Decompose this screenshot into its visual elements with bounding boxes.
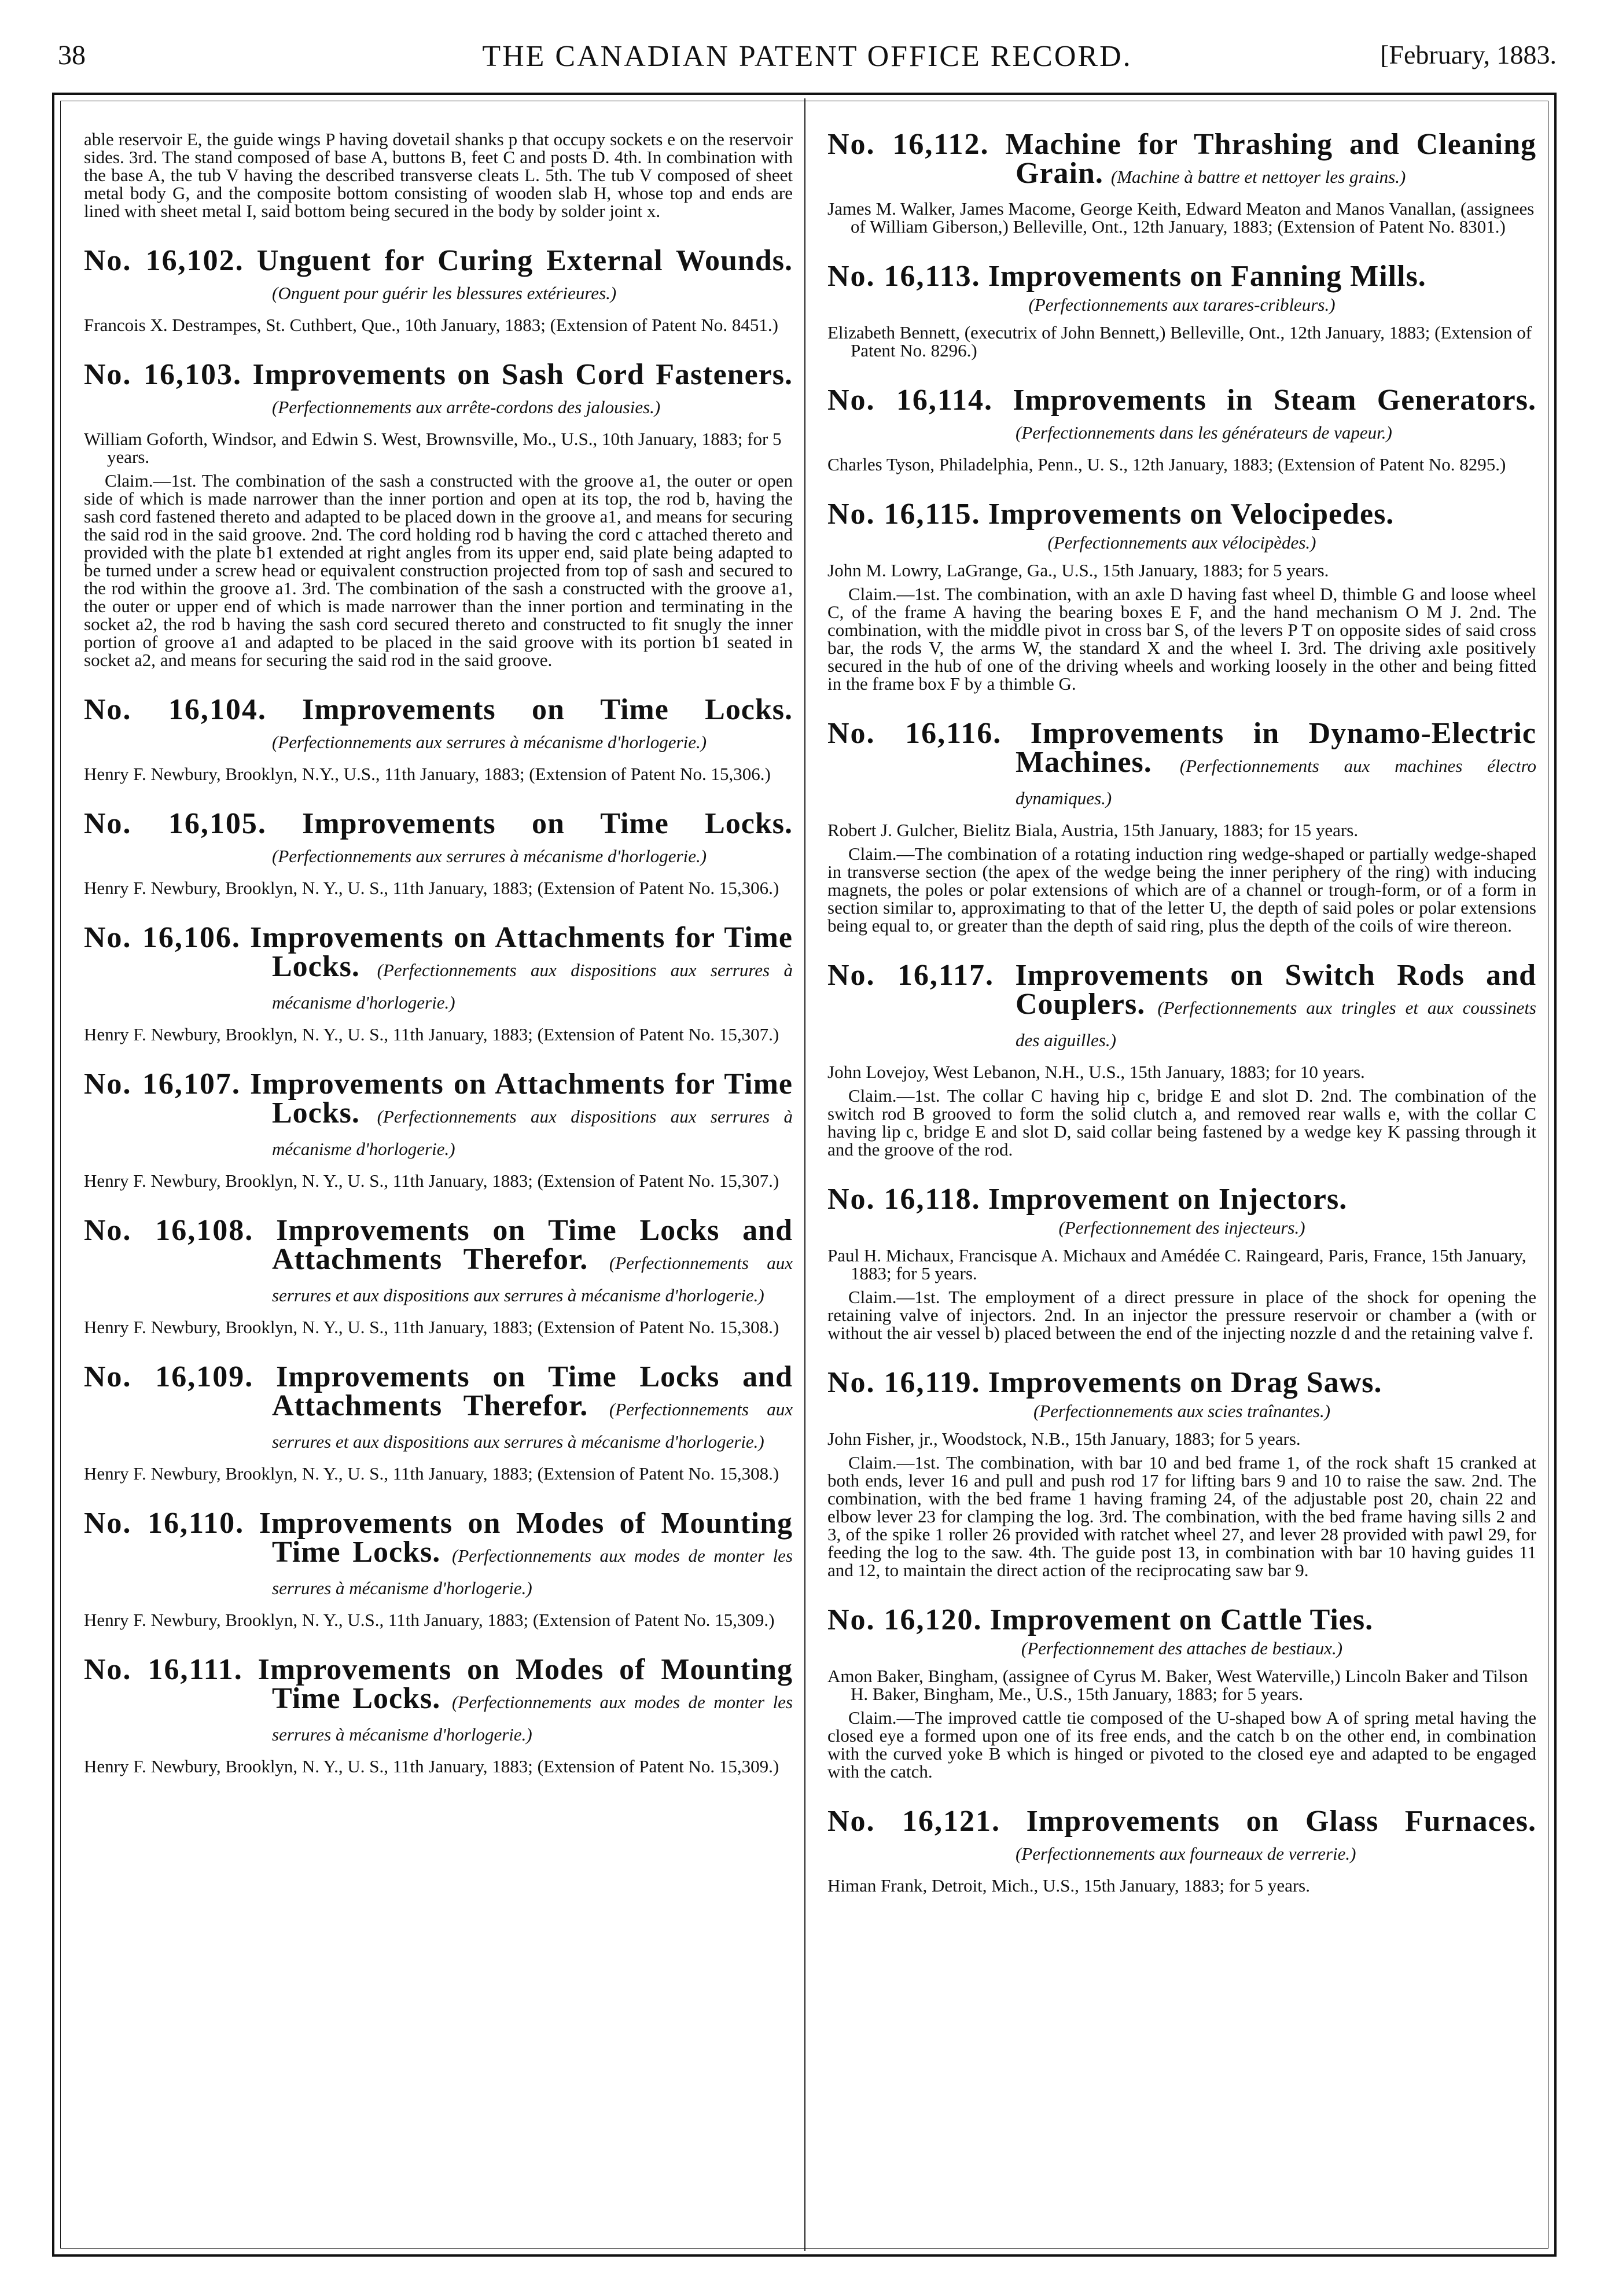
patent-number: No. 16,117. <box>827 959 995 992</box>
patent-entry-16120 <box>827 1603 1536 1782</box>
claim-text: Claim.—1st. The combination, with bar 10 and bed frame 1, of the rock shaft 15 cranked at both ends, lever 16 and pull and push rod 17 for lifting bars 9 and 10 to raise the saw. 2nd. The combination, with the bed frame 1 having framing 24, of the adjustable post 20, chain 22 and elbow lever 23 for clamping the log. 3rd. The combination, with the bed frame having sills 2 and 3, of the spike 1 roller 26 provided with ratchet wheel 27, and lever 28 provided with pawl 29, for feeding the log to the saw. 4th. The guide post 13, in combination with bar 10 having guides 11 and 12, to maintain the direct action of the reciprocating saw bar 9. <box>827 1452 1536 1580</box>
applicant-line: John Lovejoy, West Lebanon, N.H., U.S., 15th January, 1883; for 10 years. <box>827 1062 1365 1082</box>
patent-title: Improvements on Velocipedes. <box>988 498 1395 531</box>
claim-text: Claim.—The improved cattle tie composed of the U-shaped bow A of spring metal having the closed eye a formed upon one of its free ends, and the catch b on the other end, in combination with the curved yoke B which is hinged or pivoted to the closed eye and adapted to be engaged with the catch. <box>827 1708 1536 1782</box>
french-title: (Perfectionnements aux modes de monter les serrures à mécanisme d'horlogerie.) <box>272 1692 793 1745</box>
patent-title: Improvements on Attachments for Time Locks. <box>250 1068 793 1129</box>
patent-entry-16115 <box>827 500 1536 693</box>
patent-entry-16105 <box>84 807 793 898</box>
patent-entry-16119 <box>827 1368 1536 1579</box>
claim-text: Claim.—1st. The combination, with an axle D having fast wheel D, thimble G and loose wheel C, of the frame A having the bearing boxes E F, and the hand mechanism O M J. 2nd. The combination, with the middle pivot in cross bar S, of the levers P T on opposite sides of said cross bar, the rods V, the arms W, the standard X and the wheel I. 3rd. The driving axle positively secured in the hub of one of the driving wheels and working loosely in the other and being fitted in the frame box F by a thimble G. <box>827 584 1536 694</box>
patent-entry-16112 <box>827 130 1536 236</box>
continued-claim-text: able reservoir E, the guide wings P having dovetail shanks p that occupy sockets e on the reservoir sides. 3rd. The stand composed of base A, buttons B, feet C and posts D. 4th. In combination with the base A, the tub V having the described transverse cleats L. 5th. The tub V composed of sheet metal body G, and the composite bottom consisting of wooden slab H, whose top and ends are lined with sheet metal I, said bottom being secured in the body by solder joint x. <box>84 129 793 221</box>
running-head <box>58 35 1557 75</box>
patent-number: No. 16,110. <box>84 1507 245 1540</box>
applicant-line: Henry F. Newbury, Brooklyn, N. Y., U. S., 11th January, 1883; (Extension of Patent No. 15,308.) <box>84 1317 779 1337</box>
french-title: (Perfectionnements aux dispositions aux serrures à mécanisme d'horlogerie.) <box>272 1106 793 1159</box>
applicant-line: Francois X. Destrampes, St. Cuthbert, Que., 10th January, 1883; (Extension of Patent No. 8451.) <box>84 315 778 335</box>
patent-title: Improvements on Switch Rods and Couplers. <box>1015 959 1536 1021</box>
patent-entry-16109 <box>84 1360 793 1484</box>
patent-entry-16114 <box>827 386 1536 473</box>
entry-heading <box>84 1655 793 1749</box>
patent-entry-16110 <box>84 1509 793 1629</box>
french-title: (Perfectionnements aux arrête-cordons des jalousies.) <box>272 397 661 417</box>
french-title: (Perfectionnements aux scies traînantes.) <box>1033 1401 1331 1421</box>
french-title: (Perfectionnements aux serrures et aux dispositions aux serrures à mécanisme d'horlogerie.) <box>272 1253 793 1305</box>
applicant-line: William Goforth, Windsor, and Edwin S. West, Brownsville, Mo., U.S., 10th January, 1883; for 5 years. <box>84 429 782 467</box>
patent-number: No. 16,108. <box>84 1214 254 1247</box>
column-divider <box>804 98 805 2251</box>
patent-number: No. 16,105. <box>84 807 267 840</box>
patent-number: No. 16,104. <box>84 693 267 726</box>
patent-title: Improvements on Time Locks and Attachments Therefor. <box>272 1214 793 1276</box>
french-title: (Perfectionnement des injecteurs.) <box>1058 1217 1305 1238</box>
patent-entry-16111 <box>84 1655 793 1775</box>
patent-title: Improvements on Sash Cord Fasteners. <box>252 358 793 391</box>
entry-heading <box>84 1216 793 1310</box>
applicant-line: John Fisher, jr., Woodstock, N.B., 15th January, 1883; for 5 years. <box>827 1429 1301 1449</box>
entry-heading <box>84 246 793 308</box>
entry-heading <box>827 262 1536 291</box>
patent-title: Improvements on Time Locks. <box>302 807 793 840</box>
patent-number: No. 16,115. <box>827 498 981 531</box>
entry-heading <box>827 130 1536 192</box>
patent-entry-16104 <box>84 693 793 784</box>
patent-title: Improvements in Dynamo-Electric Machines. <box>1016 717 1536 779</box>
applicant-line: Henry F. Newbury, Brooklyn, N. Y., U. S., 11th January, 1883; (Extension of Patent No. 15,306.) <box>84 878 779 898</box>
issue-date: [February, 1883. <box>1380 40 1557 69</box>
left-column <box>84 130 793 1775</box>
patent-title: Machine for Thrashing and Cleaning Grain. <box>1005 128 1537 190</box>
french-title: (Perfectionnements aux fourneaux de verrerie.) <box>1016 1844 1356 1864</box>
french-title: (Perfectionnements aux dispositions aux serrures à mécanisme d'horlogerie.) <box>272 960 793 1013</box>
applicant-line: Robert J. Gulcher, Bielitz Biala, Austria, 15th January, 1883; for 15 years. <box>827 820 1359 840</box>
entry-heading <box>827 961 1536 1055</box>
entry-heading <box>84 693 793 757</box>
patent-title: Improvements on Time Locks and Attachments Therefor. <box>272 1360 793 1422</box>
french-title: (Perfectionnements aux modes de monter les serrures à mécanisme d'horlogerie.) <box>272 1546 793 1598</box>
entry-heading <box>84 360 793 422</box>
publication-title: THE CANADIAN PATENT OFFICE RECORD. <box>482 40 1132 73</box>
applicant-line: Henry F. Newbury, Brooklyn, N. Y., U.S., 11th January, 1883; (Extension of Patent No. 15,309.) <box>84 1610 775 1630</box>
french-title: (Perfectionnements aux serrures et aux dispositions aux serrures à mécanisme d'horlogerie.) <box>272 1399 793 1452</box>
entry-heading <box>84 923 793 1017</box>
entry-heading <box>827 386 1536 447</box>
claim-text: Claim.—The combination of a rotating induction ring wedge-shaped or partially wedge-shaped in transverse section (the apex of the wedge being the inner periphery of the ring) with inducing magnets, the poles or polar extensions of which are of a channel or trough-form, or of a form in section similar to, approximating to that of the letter U, the depth of said poles or polar extensions being equal to, or greater than the depth of said ring, plus the depth of the coils of wire thereon. <box>827 844 1536 936</box>
patent-number: No. 16,113. <box>827 260 981 293</box>
patent-number: No. 16,111. <box>84 1653 243 1686</box>
patent-title: Improvements on Glass Furnaces. <box>1026 1805 1536 1838</box>
patent-entry-16108 <box>84 1216 793 1336</box>
patent-title: Improvements on Modes of Mounting Time Locks. <box>257 1653 793 1715</box>
right-column <box>827 130 1536 1894</box>
french-title: (Perfectionnements aux tringles et aux coussinets des aiguilles.) <box>1016 998 1536 1050</box>
applicant-line: Paul H. Michaux, Francisque A. Michaux and Amédée C. Raingeard, Paris, France, 15th January, 1883; for 5 years. <box>827 1245 1526 1283</box>
french-title: (Perfectionnements aux machines électro dynamiques.) <box>1016 756 1537 808</box>
patent-number: No. 16,107. <box>84 1068 241 1101</box>
patent-number: No. 16,118. <box>827 1183 981 1216</box>
applicant-line: Amon Baker, Bingham, (assignee of Cyrus M. Baker, West Waterville,) Lincoln Baker and Tilson H. Baker, Bingham, Me., U.S., 15th January, 1883; for 5 years. <box>827 1666 1528 1704</box>
entry-heading <box>827 719 1536 813</box>
patent-number: No. 16,112. <box>827 128 989 161</box>
patent-entry-16103 <box>84 360 793 669</box>
patent-number: No. 16,103. <box>84 358 242 391</box>
french-title: (Perfectionnement des attaches de bestiaux.) <box>1021 1638 1343 1658</box>
patent-number: No. 16,116. <box>827 717 1002 750</box>
patent-entry-16113 <box>827 262 1536 359</box>
patent-entry-16116 <box>827 719 1536 934</box>
applicant-line: Henry F. Newbury, Brooklyn, N. Y., U. S., 11th January, 1883; (Extension of Patent No. 15,309.) <box>84 1756 779 1776</box>
page-number: 38 <box>58 40 86 71</box>
entry-heading <box>84 1070 793 1164</box>
applicant-line: Henry F. Newbury, Brooklyn, N.Y., U.S., 11th January, 1883; (Extension of Patent No. 15,306.) <box>84 764 771 784</box>
applicant-line: John M. Lowry, LaGrange, Ga., U.S., 15th January, 1883; for 5 years. <box>827 560 1329 580</box>
claim-text: Claim.—1st. The employment of a direct pressure in place of the shock for opening the retaining valve of injectors. 2nd. In an injector the pressure reservoir or chamber a (with or without the air vessel b) placed between the end of the injecting nozzle d and the retaining valve f. <box>827 1287 1536 1343</box>
french-title: (Perfectionnements aux vélocipèdes.) <box>1047 532 1316 553</box>
patent-entry-16118 <box>827 1185 1536 1342</box>
patent-title: Improvements in Steam Generators. <box>1013 384 1536 417</box>
patent-number: No. 16,106. <box>84 921 241 954</box>
entry-heading <box>827 500 1536 529</box>
patent-entry-16102 <box>84 246 793 334</box>
entry-heading <box>84 807 793 871</box>
claim-text: Claim.—1st. The collar C having hip c, bridge E and slot D. 2nd. The combination of the switch rod B grooved to form the solid clutch a, and removed rear walls e, with the collar C having lip c, bridge E and slot D, said collar being fastened by a wedge key K passing through it and the groove of the rod. <box>827 1086 1536 1160</box>
patent-number: No. 16,109. <box>84 1360 254 1393</box>
french-title: (Onguent pour guérir les blessures extérieures.) <box>272 283 617 303</box>
claim-text: Claim.—1st. The combination of the sash a constructed with the groove a1, the outer or open side of which is made narrower than the inner portion and open at its top, the rod b, having the sash cord fastened thereto and adapted to be placed down in the groove a1, and means for securing the said rod in the said groove. 2nd. The cord holding rod b having the cord c attached thereto and provided with the plate b1 extended at right angles from its upper end, said plate being adapted to be turned under a screw head or equivalent construction projected from top of sash and secured to the rod within the groove a1. 3rd. The combination of the sash a constructed with the groove a1, the outer or upper end of which is made narrower than the inner portion and terminating in the socket a2, the rod b having the sash cord secured thereto and constructed to fit snugly the inner portion of groove a1 and adapted to be placed in the said groove with its portion b1 seated in socket a2, and means for securing the said rod in the said groove. <box>84 470 793 670</box>
applicant-line: Henry F. Newbury, Brooklyn, N. Y., U. S., 11th January, 1883; (Extension of Patent No. 15,307.) <box>84 1024 779 1044</box>
french-title: (Perfectionnements aux tarares-cribleurs.) <box>1028 295 1336 315</box>
applicant-line: James M. Walker, James Macome, George Keith, Edward Meaton and Manos Vanallan, (assignees of William Giberson,) Belleville, Ont., 12th January, 1883; (Extension of Patent No. 8301.) <box>827 198 1535 237</box>
french-title: (Perfectionnements dans les générateurs de vapeur.) <box>1016 422 1392 443</box>
applicant-line: Henry F. Newbury, Brooklyn, N. Y., U. S., 11th January, 1883; (Extension of Patent No. 15,308.) <box>84 1463 779 1484</box>
applicant-line: Elizabeth Bennett, (executrix of John Bennett,) Belleville, Ont., 12th January, 1883; (Extension of Patent No. 8296.) <box>827 322 1532 360</box>
french-title: (Perfectionnements aux serrures à mécanisme d'horlogerie.) <box>272 732 707 752</box>
entry-heading <box>827 1368 1536 1397</box>
patent-entry-16106 <box>84 923 793 1043</box>
patent-title: Improvements on Time Locks. <box>302 693 793 726</box>
patent-title: Improvements on Drag Saws. <box>988 1366 1382 1399</box>
french-title: (Perfectionnements aux serrures à mécanisme d'horlogerie.) <box>272 846 707 866</box>
entry-heading <box>827 1185 1536 1214</box>
patent-title: Improvements on Modes of Mounting Time Locks. <box>259 1507 793 1569</box>
applicant-line: Henry F. Newbury, Brooklyn, N. Y., U. S., 11th January, 1883; (Extension of Patent No. 15,307.) <box>84 1171 779 1191</box>
patent-title: Improvements on Fanning Mills. <box>988 260 1426 293</box>
entry-heading <box>84 1509 793 1603</box>
patent-entry-16107 <box>84 1070 793 1190</box>
french-title: (Machine à battre et nettoyer les grains.) <box>1110 167 1406 187</box>
patent-title: Improvements on Attachments for Time Locks. <box>250 921 793 983</box>
entry-heading <box>827 1807 1536 1868</box>
applicant-line: Himan Frank, Detroit, Mich., U.S., 15th January, 1883; for 5 years. <box>827 1875 1310 1896</box>
patent-number: No. 16,120. <box>827 1603 983 1636</box>
patent-title: Unguent for Curing External Wounds. <box>256 244 793 277</box>
patent-entry-16121 <box>827 1807 1536 1894</box>
patent-number: No. 16,114. <box>827 384 993 417</box>
patent-number: No. 16,119. <box>827 1366 981 1399</box>
patent-entry-16117 <box>827 961 1536 1158</box>
patent-title: Improvement on Cattle Ties. <box>989 1603 1374 1636</box>
patent-number: No. 16,121. <box>827 1805 1001 1838</box>
applicant-line: Charles Tyson, Philadelphia, Penn., U. S., 12th January, 1883; (Extension of Patent No. 8295.) <box>827 454 1506 474</box>
entry-heading <box>84 1360 793 1456</box>
patent-title: Improvement on Injectors. <box>988 1183 1348 1216</box>
patent-number: No. 16,102. <box>84 244 244 277</box>
entry-heading <box>827 1603 1536 1636</box>
